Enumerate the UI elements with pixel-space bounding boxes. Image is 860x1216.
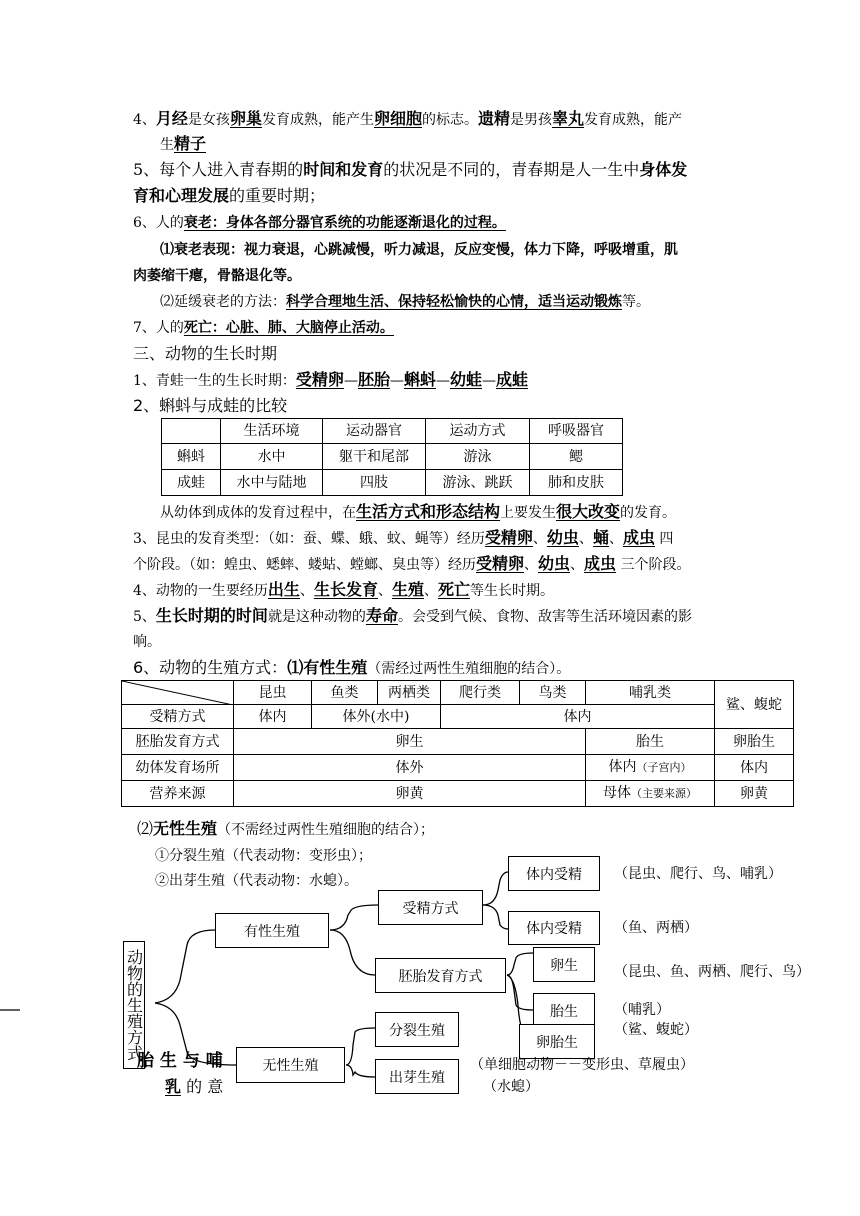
diagram-internal-2: 体内受精: [508, 911, 600, 945]
item-f6: 6、动物的生殖方式：⑴有性生殖（需经过两性生殖细胞的结合）。: [133, 658, 571, 677]
diagram-fert: 受精方式: [378, 890, 483, 925]
item-f5-line2: 响。: [133, 634, 161, 650]
item-6: 6、人的衰老：身体各部分器官系统的功能逐渐退化的过程。: [133, 215, 506, 231]
frog-compare-heading: 2、蝌蚪与成蛙的比较: [133, 396, 288, 415]
diagram-oviparous: 卵生: [533, 947, 595, 982]
section-3-heading: 三、动物的生长时期: [133, 344, 278, 363]
item-6-1-line2: 肉萎缩干瘪，骨骼退化等。: [133, 268, 301, 284]
diagram-viviparous: 胎生: [533, 993, 595, 1028]
note-internal-1: （昆虫、爬行、鸟、哺乳）: [614, 866, 782, 882]
diagram-internal-1: 体内受精: [508, 856, 600, 891]
diagram-fission: 分裂生殖: [375, 1012, 459, 1047]
item-6-1-line1: ⑴衰老表现：视力衰退，心跳减慢，听力减退，反应变慢，体力下降，呼吸增重，肌: [160, 242, 678, 258]
item-4-line2: 生精子: [160, 134, 207, 153]
overlap-text-1: 胎 生 与 哺: [137, 1051, 223, 1071]
diagram-embryo: 胚胎发育方式: [375, 958, 506, 993]
item-5-line2: 育和心理发展的重要时期；: [133, 186, 326, 205]
frog-note: 从幼体到成体的发育过程中，在生活方式和形态结构上要发生很大改变的发育。: [160, 502, 677, 521]
item-6-2: ⑵延缓衰老的方法：科学合理地生活、保持轻松愉快的心情，适当运动锻炼等。: [160, 294, 650, 310]
asexual-heading: ⑵无性生殖（不需经过两性生殖细胞的结合）；: [137, 819, 435, 838]
overlap-text-2: 乳 的 意: [165, 1077, 224, 1096]
reproduction-table: 昆虫 鱼类 两栖类 爬行类 鸟类 哺乳类 鲨、蝮蛇 受精方式 体内 体外(水中) 体内 胚胎发育方式 卵生 胎生 卵胎生 幼体发育场所 体外 体内（子宫内） 体内 营养来源 卵黄 母体（主要来源） 卵黄: [121, 680, 794, 807]
frog-table: 生活环境 运动器官 运动方式 呼吸器官 蝌蚪 水中 躯干和尾部 游泳 鳃 成蛙 水中与陆地 四肢 游泳、跳跃 肺和皮肤: [161, 418, 623, 496]
item-f5-line1: 5、生长时期的时间就是这种动物的寿命。会受到气候、食物、敌害等生活环境因素的影: [133, 606, 692, 625]
item-5-line1: 5、每个人进入青春期的时间和发育的状况是不同的，青春期是人一生中身体发: [133, 160, 688, 179]
item-f4: 4、动物的一生要经历出生、生长发育、生殖、死亡等生长时期。: [133, 580, 554, 599]
note-budding: （水螅）: [483, 1079, 539, 1095]
asexual-item-2: ②出芽生殖（代表动物：水螅）。: [155, 873, 358, 889]
diagram-ovoviviparous: 卵胎生: [519, 1024, 595, 1059]
insect-line1: 3、昆虫的发育类型：（如：蚕、蝶、蛾、蚊、蝇等）经历受精卵、幼虫、蛹、成虫 四: [133, 528, 674, 547]
frog-stages: 1、青蛙一生的生长时期：受精卵—胚胎—蝌蚪—幼蛙—成蛙: [133, 370, 528, 389]
diagram-root: 动物的生殖方式: [123, 941, 145, 1069]
insect-line2: 个阶段。（如：蝗虫、蟋蟀、蝼蛄、螳螂、臭虫等）经历受精卵、幼虫、成虫 三个阶段。: [133, 554, 691, 573]
diagram-asexual: 无性生殖: [236, 1047, 345, 1083]
item-4-line1: 4、月经是女孩卵巢发育成熟，能产生卵细胞的标志。遗精是男孩睾丸发育成熟，能产: [133, 109, 682, 128]
note-internal-2: （鱼、两栖）: [614, 920, 698, 936]
item-7: 7、人的死亡：心脏、肺、大脑停止活动。: [133, 320, 394, 336]
note-ovoviviparous: （鲨、蝮蛇）: [614, 1022, 698, 1038]
note-fission: （单细胞动物－－变形虫、草履虫）: [470, 1057, 694, 1073]
diagram-sexual: 有性生殖: [215, 913, 329, 948]
note-oviparous: （昆虫、鱼、两栖、爬行、鸟）: [614, 964, 810, 980]
note-viviparous: （哺乳）: [614, 1002, 670, 1018]
asexual-item-1: ①分裂生殖（代表动物：变形虫）；: [155, 848, 372, 864]
diagram-budding: 出芽生殖: [375, 1059, 459, 1094]
